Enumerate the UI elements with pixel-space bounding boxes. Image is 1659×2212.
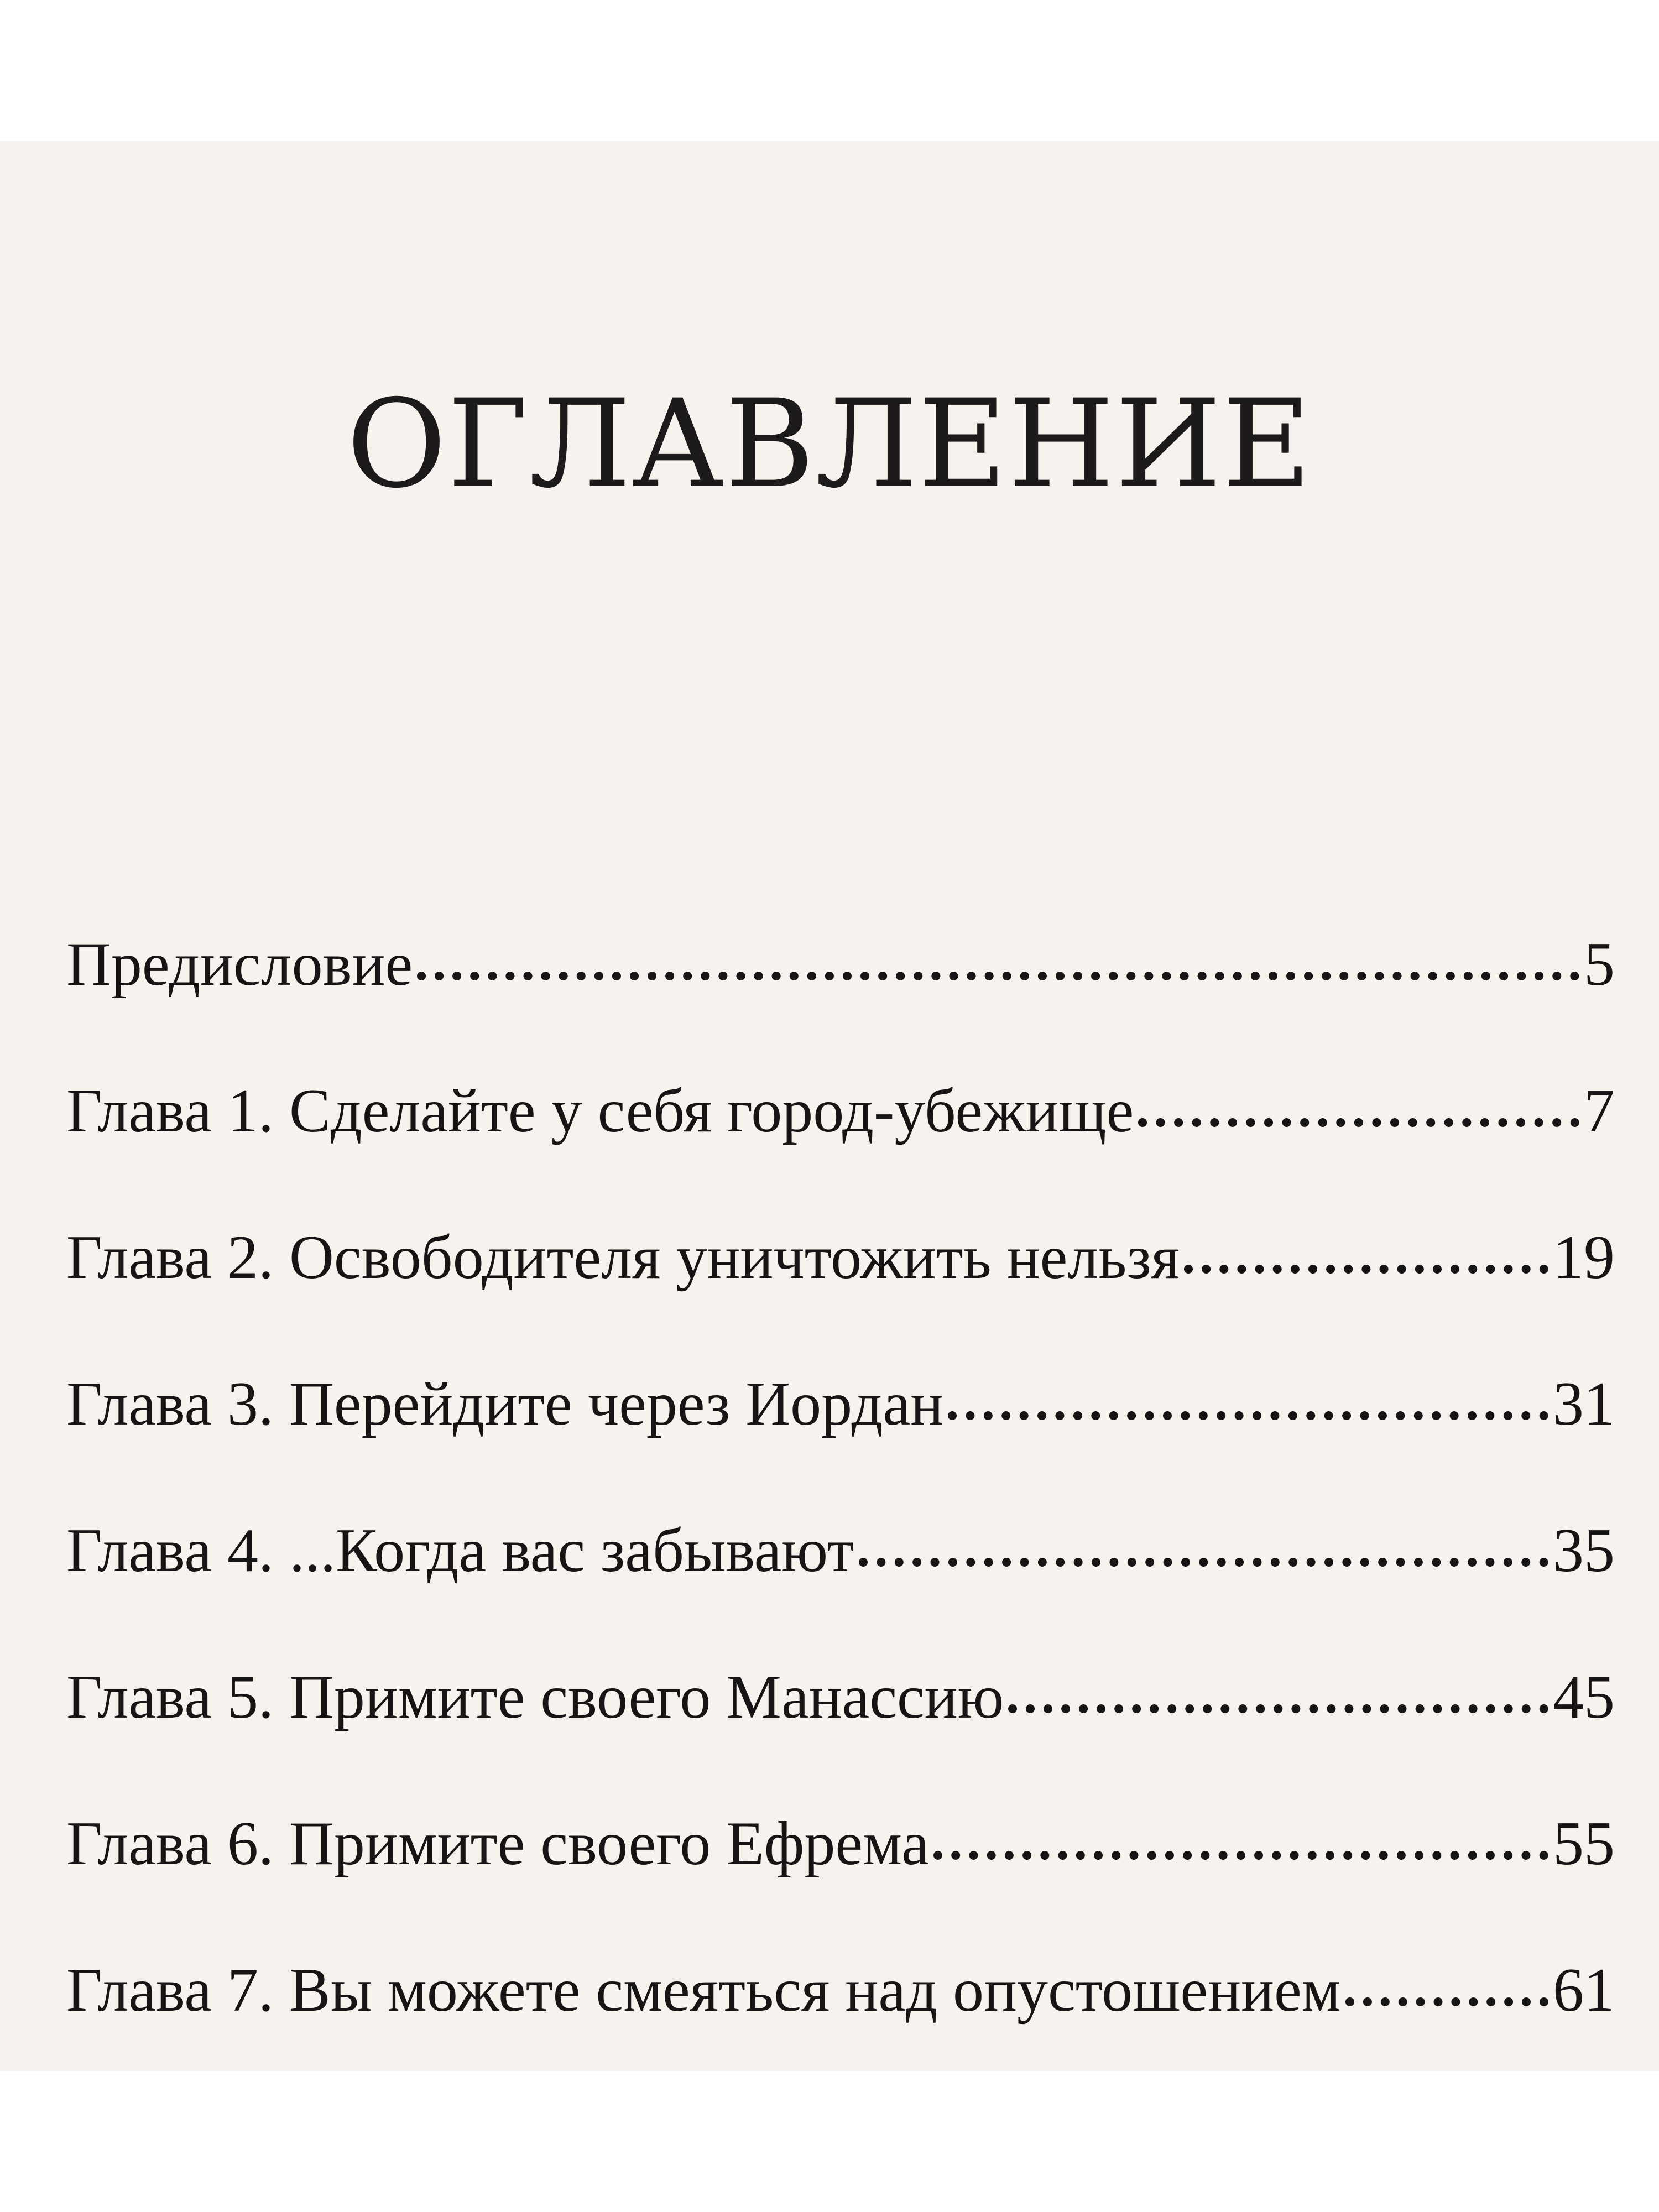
toc-entry-chapter-5 <box>66 1662 1615 1808</box>
dot-leader <box>859 1558 1549 1567</box>
dot-leader <box>1008 1704 1548 1713</box>
dot-leader <box>1184 1265 1548 1274</box>
toc-entry-chapter-6 <box>66 1808 1615 1955</box>
toc-entry-page-number: 45 <box>1553 1663 1615 1731</box>
toc-entry-page-number: 35 <box>1553 1516 1615 1585</box>
toc-entry-chapter-3 <box>66 1369 1615 1515</box>
toc-entry-label: Глава 2. Освободителя уничтожить нельзя <box>66 1223 1180 1292</box>
toc-entry-label: Глава 3. Перейдите через Иордан <box>66 1370 944 1438</box>
toc-entry-label: Предисловие <box>66 930 413 999</box>
toc-entry-page-number: 5 <box>1584 930 1615 999</box>
dot-leader <box>1345 1997 1548 2006</box>
toc-entry-chapter-2 <box>66 1222 1615 1369</box>
toc-entry-page-number: 19 <box>1553 1223 1615 1292</box>
toc-entry-label: Глава 4. ...Когда вас забывают <box>66 1516 854 1585</box>
dot-leader <box>933 1851 1548 1860</box>
dot-leader <box>1138 1118 1579 1127</box>
toc-entry-page-number: 7 <box>1584 1077 1615 1145</box>
toc-entry-chapter-7 <box>66 1955 1615 2101</box>
toc-entry-label: Глава 6. Примите своего Ефрема <box>66 1809 929 1878</box>
book-page <box>0 141 1659 2071</box>
toc-entry-label: Глава 7. Вы можете смеяться над опустошением <box>66 1956 1341 2025</box>
toc-entry-chapter-4 <box>66 1515 1615 1662</box>
table-of-contents <box>66 929 1615 2101</box>
toc-entry-page-number: 61 <box>1553 1956 1615 2025</box>
page-title: ОГЛАВЛЕНИЕ <box>346 373 1313 515</box>
toc-entry-page-number: 31 <box>1553 1370 1615 1438</box>
toc-entry-preface <box>66 929 1615 1076</box>
toc-entry-label: Глава 5. Примите своего Манассию <box>66 1663 1004 1731</box>
toc-entry-label: Глава 1. Сделайте у себя город-убежище <box>66 1077 1134 1145</box>
dot-leader <box>417 972 1579 980</box>
toc-entry-chapter-1 <box>66 1076 1615 1222</box>
dot-leader <box>948 1411 1548 1420</box>
toc-entry-page-number: 55 <box>1553 1809 1615 1878</box>
